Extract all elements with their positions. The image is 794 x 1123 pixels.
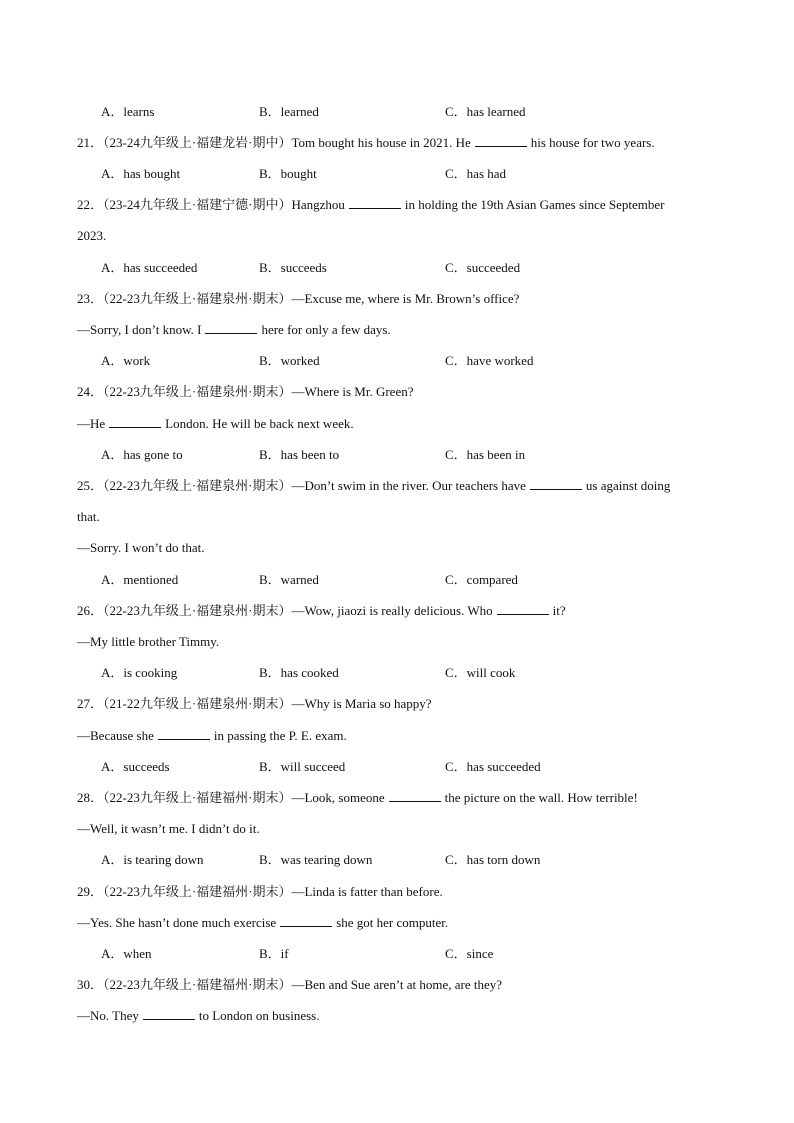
q21-option-c: C．has had (445, 166, 507, 181)
q29-option-b: B．if (259, 946, 289, 961)
q23-reply: —Sorry, I don’t know. I here for only a few days. (77, 322, 391, 337)
q27-stem: 27．（21-22九年级上·福建泉州·期末）—Why is Maria so happy? (77, 696, 432, 711)
q27-options (0, 757, 734, 777)
q25-stem-cont: that. (77, 509, 100, 524)
q27-option-c: C．has succeeded (445, 759, 541, 774)
q22-option-a: A．has succeeded (101, 260, 198, 275)
q28-stem: 28．（22-23九年级上·福建福州·期末）—Look, someone the picture on the wall. How terrible! (77, 790, 638, 805)
q24-option-c: C．has been in (445, 447, 526, 462)
q26-option-b: B．has cooked (259, 665, 339, 680)
q21-option-b: B．bought (259, 166, 317, 181)
q30-stem: 30．（22-23九年级上·福建福州·期末）—Ben and Sue aren’t at home, are they? (77, 977, 503, 992)
q23-option-b: B．worked (259, 353, 320, 368)
q25-options (0, 570, 734, 590)
q29-option-c: C．since (445, 946, 494, 961)
q26-options (0, 663, 734, 683)
q22-stem-cont: 2023. (77, 228, 107, 243)
q26-reply: —My little brother Timmy. (77, 634, 220, 649)
q28-option-c: C．has torn down (445, 852, 541, 867)
q25-stem: 25．（22-23九年级上·福建泉州·期末）—Don’t swim in the river. Our teachers have us against doing (77, 478, 671, 493)
q23-option-c: C．have worked (445, 353, 534, 368)
q28-option-a: A．is tearing down (101, 852, 204, 867)
answer-blank (475, 134, 527, 147)
q25-option-b: B．warned (259, 572, 319, 587)
answer-blank (205, 321, 257, 334)
q29-stem: 29．（22-23九年级上·福建福州·期末）—Linda is fatter than before. (77, 884, 443, 899)
q21-options (0, 164, 734, 184)
q27-reply: —Because she in passing the P. E. exam. (77, 728, 347, 743)
q20-option-c: C．has learned (445, 104, 526, 119)
q27-option-a: A．succeeds (101, 759, 170, 774)
q24-option-a: A．has gone to (101, 447, 183, 462)
q24-stem: 24．（22-23九年级上·福建泉州·期末）—Where is Mr. Green? (77, 384, 414, 399)
answer-blank (530, 477, 582, 490)
q24-reply: —He London. He will be back next week. (77, 416, 354, 431)
q22-option-b: B．succeeds (259, 260, 327, 275)
q21-option-a: A．has bought (101, 166, 181, 181)
q29-option-a: A．when (101, 946, 152, 961)
q29-options (0, 944, 734, 964)
q26-stem: 26．（22-23九年级上·福建泉州·期末）—Wow, jiaozi is really delicious. Who it? (77, 603, 566, 618)
q22-option-c: C．succeeded (445, 260, 521, 275)
q28-option-b: B．was tearing down (259, 852, 373, 867)
answer-blank (497, 602, 549, 615)
answer-blank (280, 914, 332, 927)
q25-reply: —Sorry. I won’t do that. (77, 540, 205, 555)
q27-option-b: B．will succeed (259, 759, 346, 774)
answer-blank (109, 415, 161, 428)
q24-option-b: B．has been to (259, 447, 340, 462)
q23-stem: 23．（22-23九年级上·福建泉州·期末）—Excuse me, where is Mr. Brown’s office? (77, 291, 520, 306)
answer-blank (143, 1007, 195, 1020)
q29-reply: —Yes. She hasn’t done much exercise she got her computer. (77, 915, 449, 930)
q23-option-a: A．work (101, 353, 151, 368)
q25-option-c: C．compared (445, 572, 518, 587)
q20-options (0, 102, 734, 122)
q20-option-a: A．learns (101, 104, 155, 119)
q26-option-c: C．will cook (445, 665, 516, 680)
q22-stem: 22．（23-24九年级上·福建宁德·期中）Hangzhou in holding the 19th Asian Games since September (77, 197, 665, 212)
q26-option-a: A．is cooking (101, 665, 178, 680)
q30-reply: —No. They to London on business. (77, 1008, 320, 1023)
q28-options (0, 850, 734, 870)
q22-options (0, 258, 734, 278)
q24-options (0, 445, 734, 465)
q23-options (0, 351, 734, 371)
answer-blank (389, 789, 441, 802)
q20-option-b: B．learned (259, 104, 319, 119)
answer-blank (349, 196, 401, 209)
q25-option-a: A．mentioned (101, 572, 179, 587)
answer-blank (158, 727, 210, 740)
q28-reply: —Well, it wasn’t me. I didn’t do it. (77, 821, 260, 836)
q21-stem: 21．（23-24九年级上·福建龙岩·期中）Tom bought his house in 2021. He his house for two years. (77, 135, 655, 150)
